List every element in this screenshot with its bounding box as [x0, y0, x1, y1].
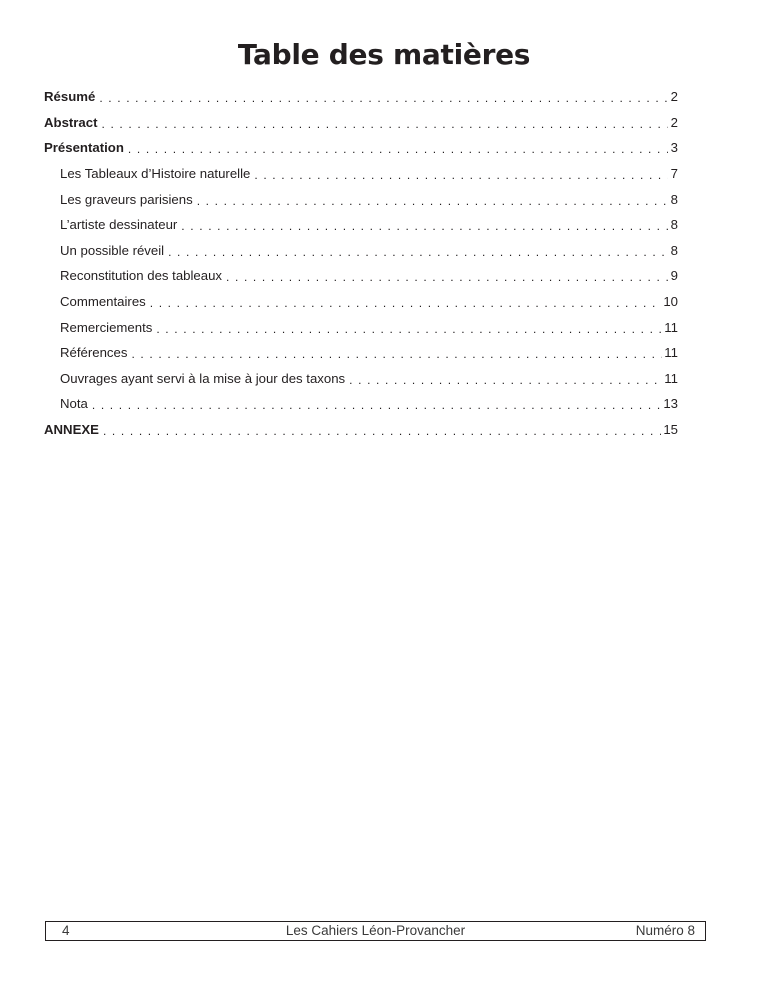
- toc-entry-page: 2: [670, 114, 678, 130]
- toc-entry-references[interactable]: [44, 340, 678, 366]
- toc-entry-title: Présentation: [44, 140, 124, 156]
- toc-entry-commentaires[interactable]: [44, 289, 678, 315]
- dot-leader: [128, 143, 668, 156]
- toc-entry-title: Les graveurs parisiens: [60, 191, 193, 207]
- toc-entry-title: Remerciements: [60, 319, 153, 335]
- dot-leader: [181, 220, 668, 233]
- toc-entry-page: 11: [664, 370, 678, 386]
- toc-entry-page: 8: [670, 217, 678, 233]
- toc-entry-artiste[interactable]: [44, 212, 678, 238]
- dot-leader: [156, 323, 662, 336]
- dot-leader: [131, 348, 662, 361]
- toc-entry-title: Les Tableaux d’Histoire naturelle: [60, 166, 251, 182]
- dot-leader: [226, 271, 668, 284]
- toc-entry-page: 8: [670, 242, 678, 258]
- toc-entry-title: Un possible réveil: [60, 242, 165, 258]
- dot-leader: [168, 246, 668, 259]
- toc-entry-title: Commentaires: [60, 294, 146, 310]
- toc-entry-title: Références: [60, 345, 128, 361]
- footer-issue-number: Numéro 8: [635, 923, 695, 938]
- page-footer: [45, 921, 706, 941]
- toc-entry-presentation[interactable]: [44, 135, 678, 161]
- toc-entry-page: 10: [663, 294, 678, 310]
- toc-entry-title: ANNEXE: [44, 422, 99, 438]
- toc-entry-abstract[interactable]: [44, 110, 678, 136]
- toc-entry-page: 8: [670, 191, 678, 207]
- toc-entry-title: Abstract: [44, 114, 98, 130]
- toc-entry-reconstitution[interactable]: [44, 263, 678, 289]
- dot-leader: [99, 92, 668, 105]
- dot-leader: [349, 374, 662, 387]
- toc-entry-page: 9: [670, 268, 678, 284]
- dot-leader: [150, 297, 662, 310]
- toc-entry-page: 7: [670, 166, 678, 182]
- toc-entry-page: 3: [670, 140, 678, 156]
- footer-page-number: 4: [62, 923, 70, 938]
- toc-entry-page: 11: [664, 319, 678, 335]
- dot-leader: [254, 169, 668, 182]
- toc-entry-title: Ouvrages ayant servi à la mise à jour des taxons: [60, 370, 346, 386]
- toc-entry-resume[interactable]: [44, 84, 678, 110]
- toc-entry-ouvrages[interactable]: [44, 366, 678, 392]
- dot-leader: [103, 425, 661, 438]
- toc-entry-tableaux[interactable]: [44, 161, 678, 187]
- toc-entry-title: Résumé: [44, 89, 96, 105]
- toc-entry-reveil[interactable]: [44, 238, 678, 264]
- toc-entry-page: 2: [670, 89, 678, 105]
- dot-leader: [197, 195, 668, 208]
- page-title: Table des matières: [237, 38, 531, 71]
- toc-entry-title: Reconstitution des tableaux: [60, 268, 223, 284]
- toc-entry-nota[interactable]: [44, 391, 678, 417]
- toc-entry-page: 11: [664, 345, 678, 361]
- dot-leader: [92, 399, 661, 412]
- toc-entry-graveurs[interactable]: [44, 186, 678, 212]
- dot-leader: [102, 118, 669, 131]
- toc-entry-title: Nota: [60, 396, 88, 412]
- footer-journal-title: Les Cahiers Léon-Provancher: [285, 923, 466, 938]
- toc-entry-page: 15: [663, 422, 678, 438]
- toc-entry-title: L’artiste dessinateur: [60, 217, 178, 233]
- table-of-contents: [44, 84, 678, 442]
- toc-entry-annexe[interactable]: [44, 417, 678, 443]
- toc-entry-page: 13: [663, 396, 678, 412]
- toc-entry-remerciements[interactable]: [44, 314, 678, 340]
